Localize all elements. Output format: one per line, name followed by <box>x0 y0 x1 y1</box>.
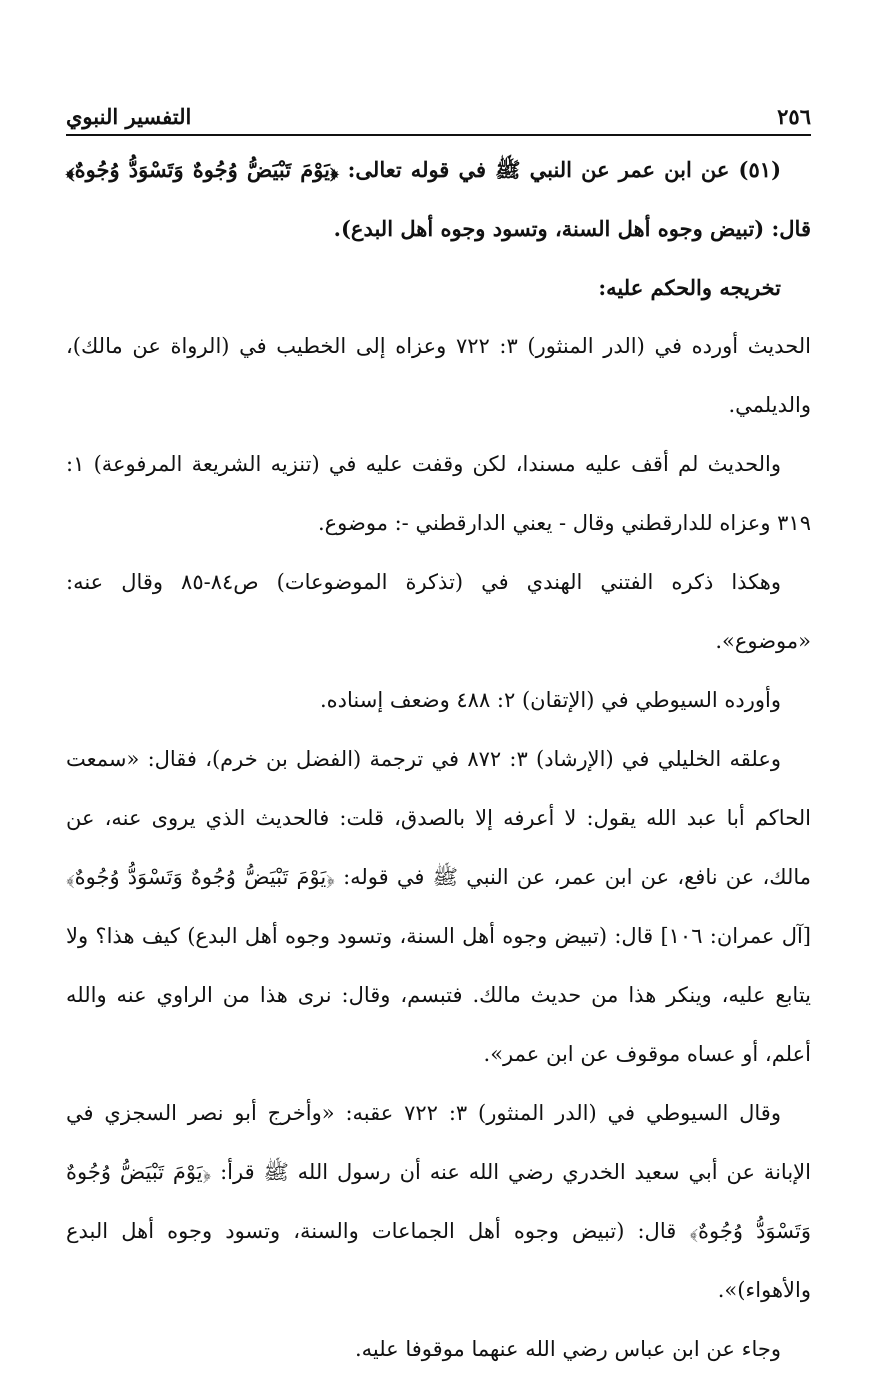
body-paragraph: والحديث لم أقف عليه مسندا، لكن وقفت عليه في (تنزيه الشريعة المرفوعة) ١: ٣١٩ وعزاه للدارقطني وقال - يعني الدارقطني -: موضوع. <box>66 452 811 535</box>
body-paragraph: وهكذا ذكره الفتني الهندي في (تذكرة الموضوعات) ص٨٤-٨٥ وقال عنه: «موضوع». <box>66 570 811 653</box>
running-title: التفسير النبوي <box>66 104 192 129</box>
hadith-paragraph: (٥١) عن ابن عمر عن النبي ﷺ في قوله تعالى: ﴿يَوْمَ تَبْيَضُّ وُجُوهٌ وَتَسْوَدُّ وُجُوهٌ﴾ قال: (تبيض وجوه أهل السنة، وتسود وجوه أهل البدع). <box>66 157 811 241</box>
body-paragraph: وعلقه الخليلي في (الإرشاد) ٣: ٨٧٢ في ترجمة (الفضل بن خرم)، فقال: «سمعت الحاكم أبا عبد الله يقول: لا أعرفه إلا بالصدق، قلت: فالحديث الذي يروى عنه، عن مالك، عن نافع، عن ابن عمر، عن النبي ﷺ في قوله: ﴿يَوْمَ تَبْيَضُّ وُجُوهٌ وَتَسْوَدُّ وُجُوهٌ﴾ [آل عمران: ١٠٦] قال: (تبيض وجوه أهل السنة، وتسود وجوه أهل البدع) كيف هذا؟ ولا يتابع عليه، وينكر هذا من حديث مالك. فتبسم، وقال: نرى هذا من الراوي عنه والله أعلم، أو عساه موقوف عن ابن عمر». <box>66 747 812 1066</box>
page-number: ٢٥٦ <box>777 104 811 129</box>
body-paragraph: وأورده السيوطي في (الإتقان) ٢: ٤٨٨ وضعف إسناده. <box>320 688 781 712</box>
page-body <box>66 140 811 1379</box>
section-heading: تخريجه والحكم عليه: <box>598 275 781 300</box>
body-paragraph: وقال السيوطي في (الدر المنثور) ٣: ٧٢٢ عقبه: «وأخرج أبو نصر السجزي في الإبانة عن أبي سعيد الخدري رضي الله عنه أن رسول الله ﷺ قرأ: ﴿يَوْمَ تَبْيَضُّ وُجُوهٌ وَتَسْوَدُّ وُجُوهٌ﴾ قال: (تبيض وجوه أهل الجماعات والسنة، وتسود وجوه أهل البدع والأهواء)». <box>66 1101 811 1302</box>
body-paragraph: الحديث أورده في (الدر المنثور) ٣: ٧٢٢ وعزاه إلى الخطيب في (الرواة عن مالك)، والديلمي. <box>66 334 811 417</box>
page-header <box>66 104 811 136</box>
body-paragraph: وجاء عن ابن عباس رضي الله عنهما موقوفا عليه. <box>354 1337 781 1361</box>
